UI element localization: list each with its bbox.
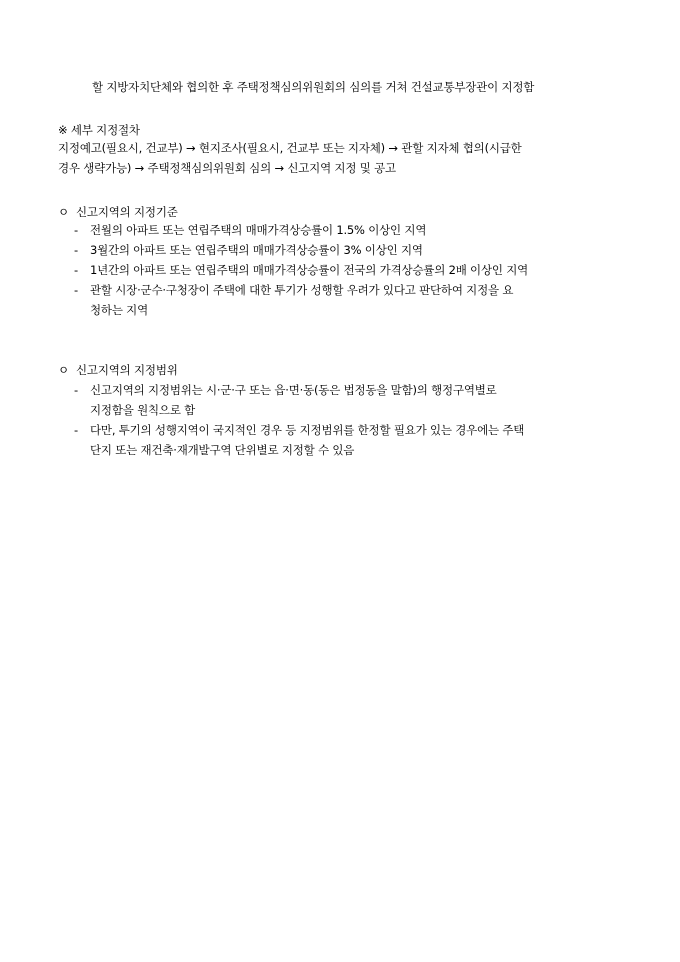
criteria-item-continuation: 청하는 지역 <box>90 303 148 317</box>
scope-heading-text: 신고지역의 지정범위 <box>76 363 178 377</box>
dash-marker: - <box>74 243 78 257</box>
dash-marker: - <box>74 223 78 237</box>
scope-item-continuation: 단지 또는 재건축·재개발구역 단위별로 지정할 수 있음 <box>90 443 355 457</box>
criteria-item <box>74 242 423 258</box>
bullet-marker: ㅇ <box>58 205 69 219</box>
dash-marker: - <box>74 383 78 397</box>
procedure-heading: ※ 세부 지정절차 <box>58 123 140 137</box>
criteria-heading-text: 신고지역의 지정기준 <box>76 205 178 219</box>
dash-marker: - <box>74 283 78 297</box>
scope-item-text: 다만, 투기의 성행지역이 국지적인 경우 등 지정범위를 한정할 필요가 있는 경우에는 주택 <box>90 423 525 437</box>
criteria-item-text: 1년간의 아파트 또는 연립주택의 매매가격상승률이 전국의 가격상승률의 2배 이상인 지역 <box>90 263 529 277</box>
criteria-item-text: 전월의 아파트 또는 연립주택의 매매가격상승률이 1.5% 이상인 지역 <box>90 223 427 237</box>
scope-item-continuation: 지정함을 원칙으로 함 <box>90 403 196 417</box>
criteria-item-text: 3월간의 아파트 또는 연립주택의 매매가격상승률이 3% 이상인 지역 <box>90 243 423 257</box>
procedure-text-line-2: 경우 생략가능) → 주택정책심의위원회 심의 → 신고지역 지정 및 공고 <box>58 161 396 175</box>
dash-marker: - <box>74 423 78 437</box>
criteria-item <box>74 222 426 238</box>
criteria-section-heading <box>58 204 178 220</box>
intro-text: 할 지방자치단체와 협의한 후 주택정책심의위원회의 심의를 거쳐 건설교통부장관이 지정함 <box>92 80 535 94</box>
dash-marker: - <box>74 263 78 277</box>
scope-item <box>74 422 524 438</box>
criteria-item-text: 관할 시장·군수·구청장이 주택에 대한 투기가 성행할 우려가 있다고 판단하여 지정을 요 <box>90 283 514 297</box>
procedure-text-line-1: 지정예고(필요시, 건교부) → 현지조사(필요시, 건교부 또는 지자체) → 관할 지자체 협의(시급한 <box>58 141 522 155</box>
scope-section-heading <box>58 362 178 378</box>
scope-item-text: 신고지역의 지정범위는 시·군·구 또는 읍·면·동(동은 법정동을 말함)의 행정구역별로 <box>90 383 497 397</box>
scope-item <box>74 382 497 398</box>
bullet-marker: ㅇ <box>58 363 69 377</box>
criteria-item <box>74 262 528 278</box>
criteria-item <box>74 282 513 298</box>
